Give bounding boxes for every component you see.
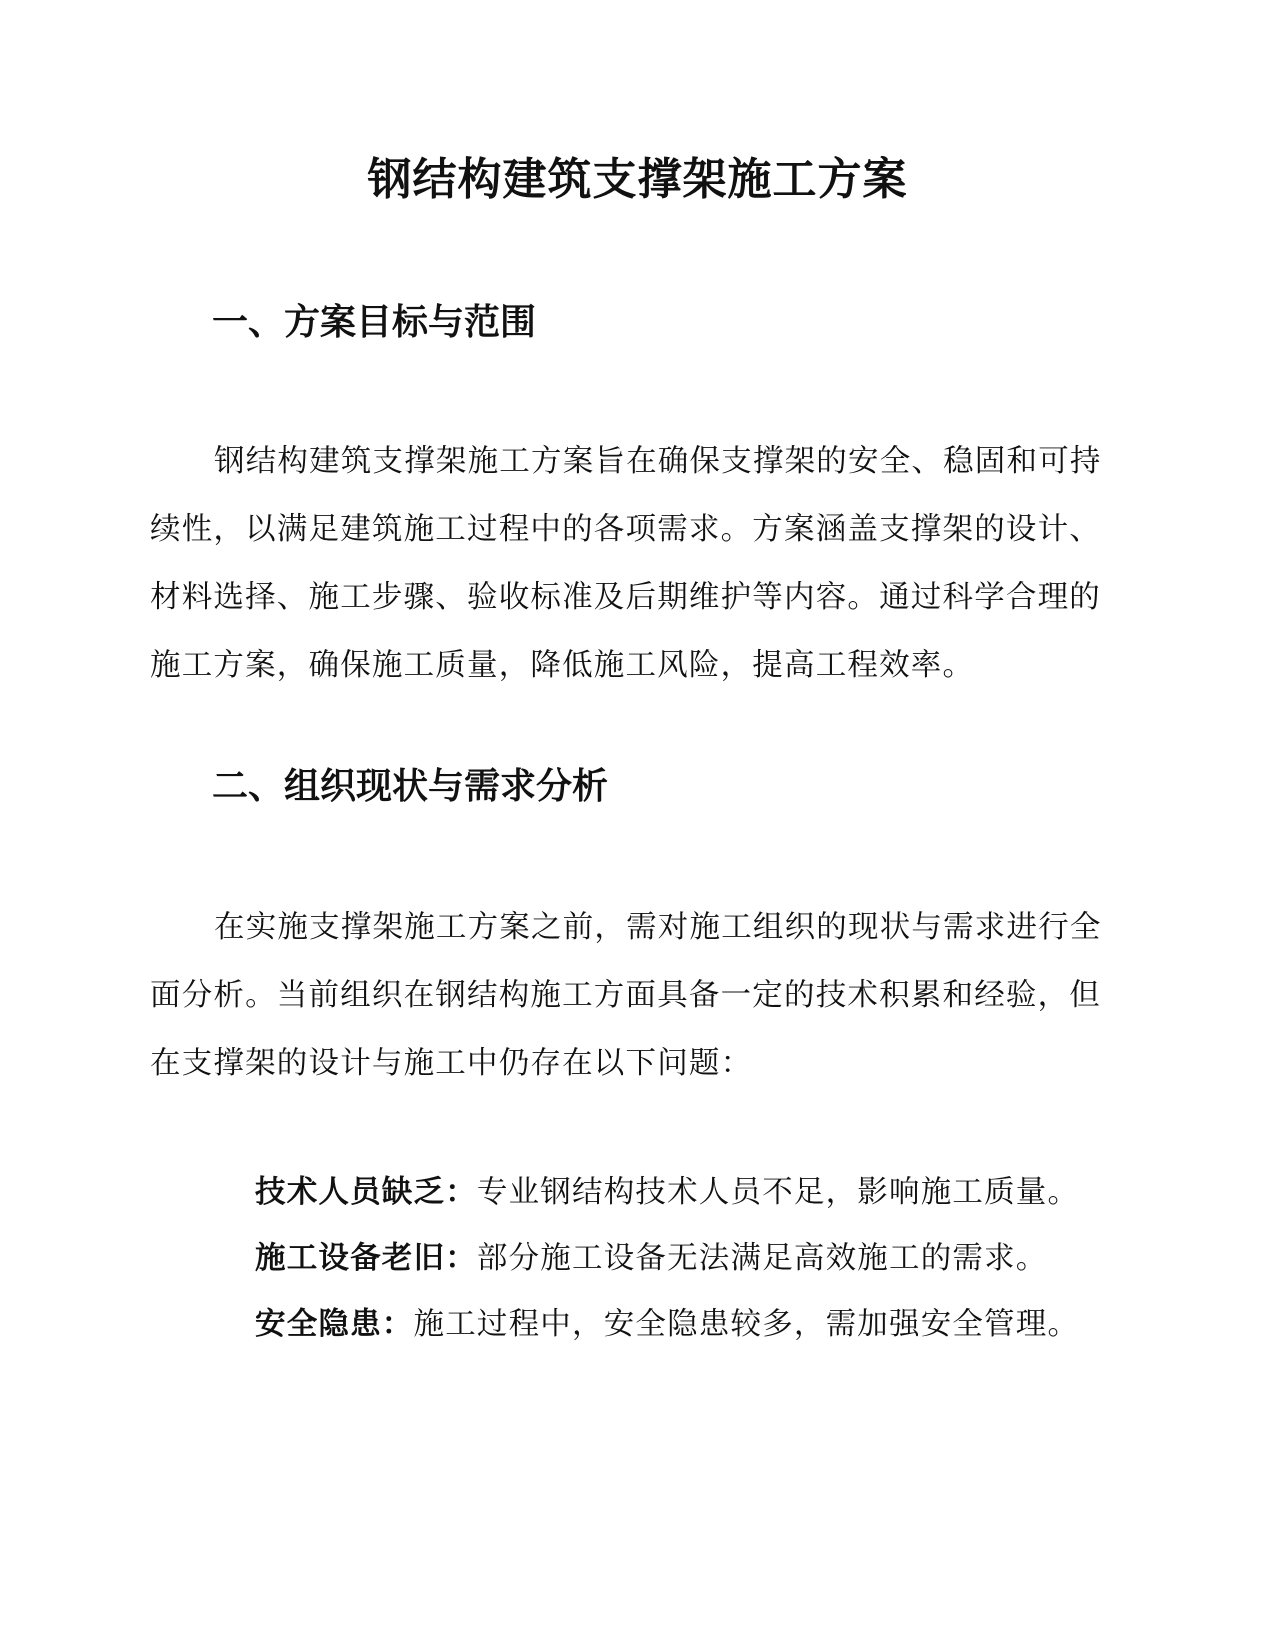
issue-item (255, 1226, 1155, 1292)
section-paragraph-analysis: 在实施支撑架施工方案之前，需对施工组织的现状与需求进行全面分析。当前组织在钢结构施工方面具备一定的技术积累和经验，但在支撑架的设计与施工中仍存在以下问题： (150, 910, 1102, 1081)
issue-text: 部分施工设备无法满足高效施工的需求。 (476, 1241, 1048, 1276)
issue-item (255, 1292, 1155, 1358)
issue-label: 安全隐患： (255, 1307, 414, 1342)
section-heading-analysis: 二、组织现状与需求分析 (212, 766, 609, 807)
issue-label: 技术人员缺乏： (255, 1175, 477, 1210)
issue-text: 施工过程中，安全隐患较多，需加强安全管理。 (413, 1307, 1080, 1342)
issue-list (255, 1160, 1155, 1358)
issue-label: 施工设备老旧： (255, 1241, 477, 1276)
issue-text: 专业钢结构技术人员不足，影响施工质量。 (476, 1175, 1080, 1210)
section-heading-goals: 一、方案目标与范围 (212, 302, 537, 343)
section-paragraph-goals: 钢结构建筑支撑架施工方案旨在确保支撑架的安全、稳固和可持续性，以满足建筑施工过程中的各项需求。方案涵盖支撑架的设计、材料选择、施工步骤、验收标准及后期维护等内容。通过科学合理的施工方案，确保施工质量，降低施工风险，提高工程效率。 (150, 444, 1102, 683)
document-title: 钢结构建筑支撑架施工方案 (367, 154, 908, 205)
issue-item (255, 1160, 1155, 1226)
